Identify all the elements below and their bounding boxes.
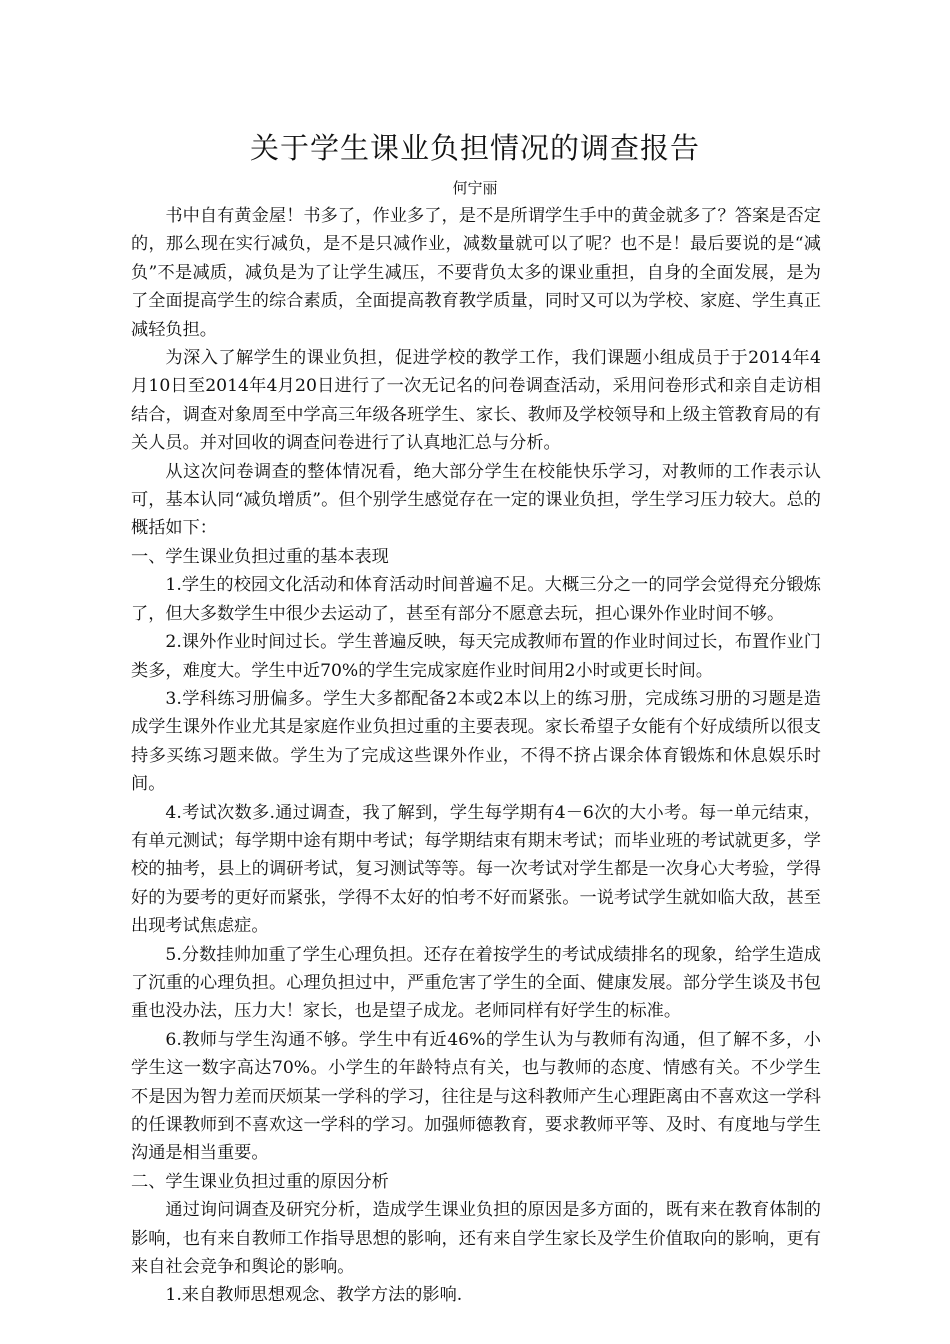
list-item: 1.学生的校园文化活动和体育活动时间普遍不足。大概三分之一的同学会觉得充分锻炼了，但大多数学生中很少去运动了，甚至有部分不愿意去玩，担心课外作业时间不够。 (131, 575, 821, 624)
page-title: 关于学生课业负担情况的调查报告 (249, 131, 700, 165)
list-item: 5.分数挂帅加重了学生心理负担。还存在着按学生的考试成绩排名的现象，给学生造成了沉重的心理负担。心理负担过中，严重危害了学生的全面、健康发展。部分学生谈及书包重也没办法，压力大！家长，也是望子成龙。老师同样有好学生的标准。 (131, 944, 821, 1022)
list-item: 4.考试次数多.通过调查，我了解到，学生每学期有4－6次的大小考。每一单元结束，有单元测试；每学期中途有期中考试；每学期结束有期末考试；而毕业班的考试就更多，学校的抽考，县上的调研考试，复习测试等等。每一次考试对学生都是一次身心大考验，学得好的为要考的更好而紧张，学得不太好的怕考不好而紧张。一说考试学生就如临大敌，甚至出现考试焦虑症。 (131, 802, 821, 937)
list-item: 2.课外作业时间过长。学生普遍反映，每天完成教师布置的作业时间过长，布置作业门类多，难度大。学生中近70%的学生完成家庭作业时间用2小时或更长时间。 (131, 632, 821, 681)
paragraph-purpose: 为深入了解学生的课业负担，促进学校的教学工作，我们课题小组成员于于2014年4月10日至2014年4月20日进行了一次无记名的问卷调查活动，采用问卷形式和亲自走访相结合，调查对象周至中学高三年级各班学生、家长、教师及学校领导和上级主管教育局的有关人员。并对回收的调查问卷进行了认真地汇总与分析。 (131, 348, 821, 454)
author-name: 何宁丽 (452, 179, 498, 197)
list-item: 6.教师与学生沟通不够。学生中有近46%的学生认为与教师有沟通，但了解不多，小学生这一数字高达70%。小学生的年龄特点有关，也与教师的态度、情感有关。不少学生不是因为智力差而厌烦某一学科的学习，往往是与这科教师产生心理距离由不喜欢这一学科的任课教师到不喜欢这一学科的学习。加强师德教育，要求教师平等、及时、有度地与学生沟通是相当重要。 (131, 1029, 821, 1164)
paragraph-intro: 书中自有黄金屋！书多了，作业多了，是不是所谓学生手中的黄金就多了？答案是否定的，那么现在实行减负，是不是只减作业，减数量就可以了呢？也不是！最后要说的是“减负”不是减质，减负是为了让学生减压，不要背负太多的课业重担，自身的全面发展，是为了全面提高学生的综合素质，全面提高教育教学质量，同时又可以为学校、家庭、学生真正减轻负担。 (131, 206, 821, 340)
section-heading-2: 二、学生课业负担过重的原因分析 (131, 1171, 389, 1192)
paragraph-overview: 从这次问卷调查的整体情况看，绝大部分学生在校能快乐学习，对教师的工作表示认可，基本认同“减负增质”。但个别学生感觉存在一定的课业负担，学生学习压力较大。总的概括如下： (131, 461, 821, 539)
list-item: 3.学科练习册偏多。学生大多都配备2本或2本以上的练习册，完成练习册的习题是造成学生课外作业尤其是家庭作业负担过重的主要表现。家长希望子女能有个好成绩所以很支持多买练习题来做。学生为了完成这些课外作业，不得不挤占课余体育锻炼和休息娱乐时间。 (131, 688, 821, 795)
section-heading-1: 一、学生课业负担过重的基本表现 (131, 546, 389, 567)
document-body (131, 202, 821, 1310)
paragraph-analysis: 通过询问调查及研究分析，造成学生课业负担的原因是多方面的，既有来在教育体制的影响，也有来自教师工作指导思想的影响，还有来自学生家长及学生价值取向的影响，更有来自社会竞争和舆论的影响。 (131, 1200, 821, 1278)
list-item: 1.来自教师思想观念、教学方法的影响. (165, 1285, 463, 1306)
